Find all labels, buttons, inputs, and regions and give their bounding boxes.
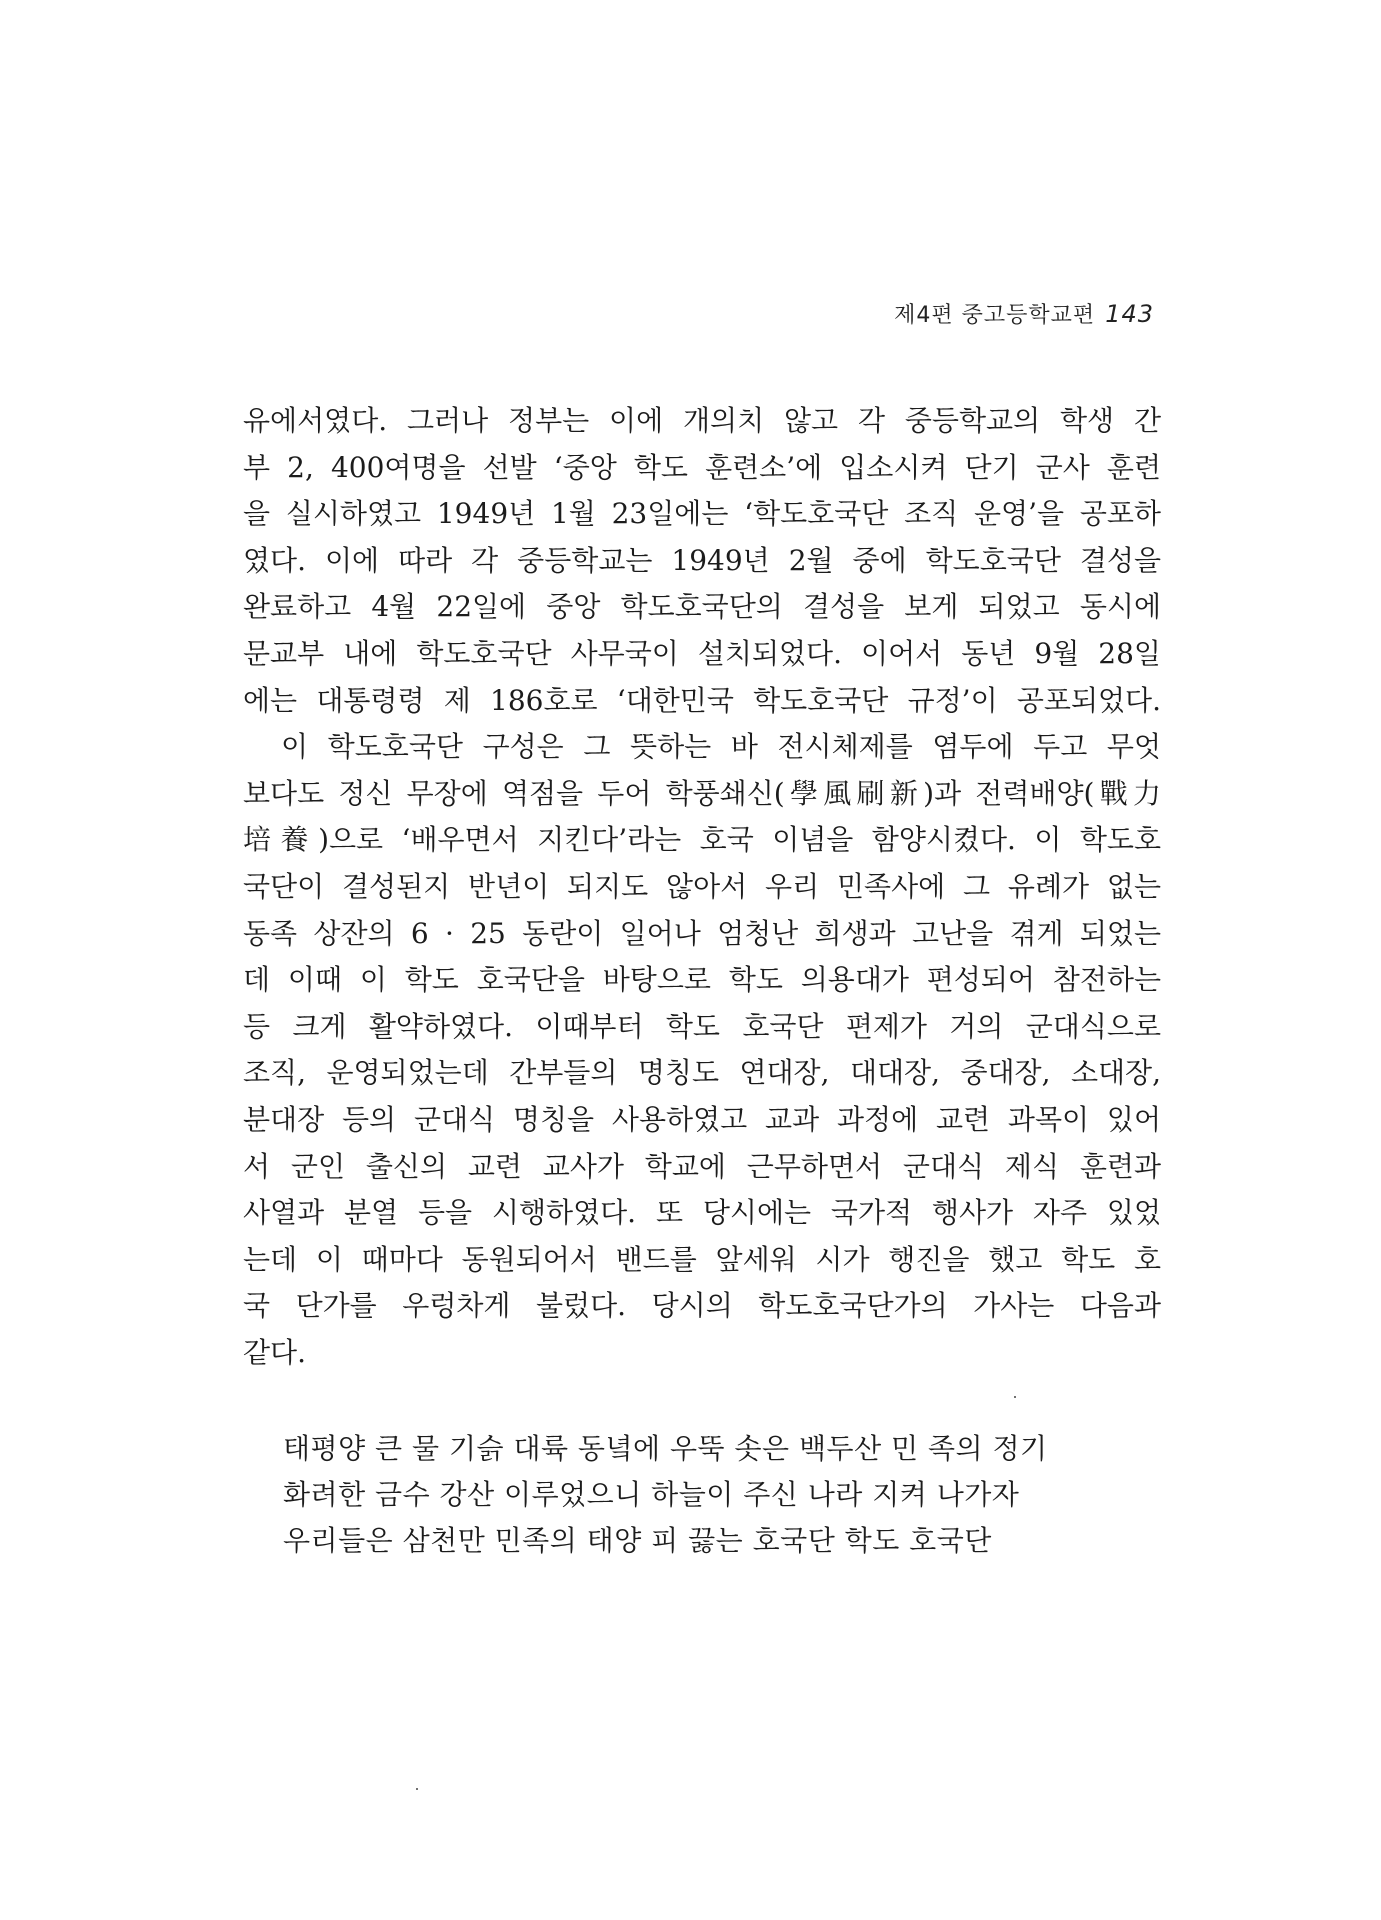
body-line: 을 실시하였고 1949년 1월 23일에는 ‘학도호국단 조직 운영’을 공포하	[243, 497, 1161, 531]
lyrics-line: 우리들은 삼천만 민족의 태양 피 끓는 호국단 학도 호국단	[283, 1524, 992, 1557]
body-line: 는데 이 때마다 동원되어서 밴드를 앞세워 시가 행진을 했고 학도 호	[243, 1242, 1161, 1276]
body-line: 완료하고 4월 22일에 중앙 학도호국단의 결성을 보게 되었고 동시에	[243, 590, 1161, 624]
lyrics-line: 화려한 금수 강산 이루었으니 하늘이 주신 나라 지켜 나가자	[283, 1478, 1020, 1511]
song-lyrics	[283, 1426, 1143, 1564]
running-header	[894, 298, 1154, 329]
body-line: 문교부 내에 학도호국단 사무국이 설치되었다. 이어서 동년 9월 28일	[243, 636, 1161, 670]
body-line: 에는 대통령령 제 186호로 ‘대한민국 학도호국단 규정’이 공포되었다.	[243, 683, 1161, 717]
body-line: 부 2, 400여명을 선발 ‘중앙 학도 훈련소’에 입소시켜 단기 군사 훈련	[243, 450, 1161, 484]
body-line: 유에서였다. 그러나 정부는 이에 개의치 않고 각 중등학교의 학생 간	[243, 404, 1161, 437]
body-line: 분대장 등의 군대식 명칭을 사용하였고 교과 과정에 교련 과목이 있어	[243, 1102, 1161, 1136]
body-line: 동족 상잔의 6 · 25 동란이 일어나 엄청난 희생과 고난을 겪게 되었는	[243, 916, 1161, 950]
lyrics-line: 태평양 큰 물 기슭 대륙 동녘에 우뚝 솟은 백두산 민 족의 정기	[283, 1432, 1048, 1465]
body-line: 국단이 결성된지 반년이 되지도 않아서 우리 민족사에 그 유례가 없는	[243, 869, 1161, 903]
page-number: 143	[1105, 300, 1154, 328]
body-line: 보다도 정신 무장에 역점을 두어 학풍쇄신(學風刷新)과 전력배양(戰力	[243, 776, 1161, 810]
body-line: 국 단가를 우렁차게 불렀다. 당시의 학도호국단가의 가사는 다음과	[243, 1289, 1161, 1323]
body-line: 데 이때 이 학도 호국단을 바탕으로 학도 의용대가 편성되어 참전하는	[243, 963, 1161, 997]
body-line: 조직, 운영되었는데 간부들의 명칭도 연대장, 대대장, 중대장, 소대장,	[243, 1056, 1161, 1090]
body-line: 였다. 이에 따라 각 중등학교는 1949년 2월 중에 학도호국단 결성을	[243, 543, 1161, 577]
body-line: 培養)으로 ‘배우면서 지킨다’라는 호국 이념을 함양시켰다. 이 학도호	[243, 823, 1161, 857]
scan-speck	[1014, 1396, 1016, 1398]
body-line: 사열과 분열 등을 시행하였다. 또 당시에는 국가적 행사가 자주 있었	[243, 1196, 1161, 1230]
body-line: 등 크게 활약하였다. 이때부터 학도 호국단 편제가 거의 군대식으로	[243, 1009, 1161, 1043]
body-line-paragraph-start: 이 학도호국단 구성은 그 뜻하는 바 전시체제를 염두에 두고 무엇	[281, 730, 1161, 764]
scan-speck	[416, 1788, 418, 1790]
body-line: 같다.	[243, 1335, 306, 1369]
body-text	[243, 398, 1161, 1376]
body-line: 서 군인 출신의 교련 교사가 학교에 근무하면서 군대식 제식 훈련과	[243, 1149, 1161, 1183]
section-title: 제4편 중고등학교편	[894, 303, 1096, 328]
